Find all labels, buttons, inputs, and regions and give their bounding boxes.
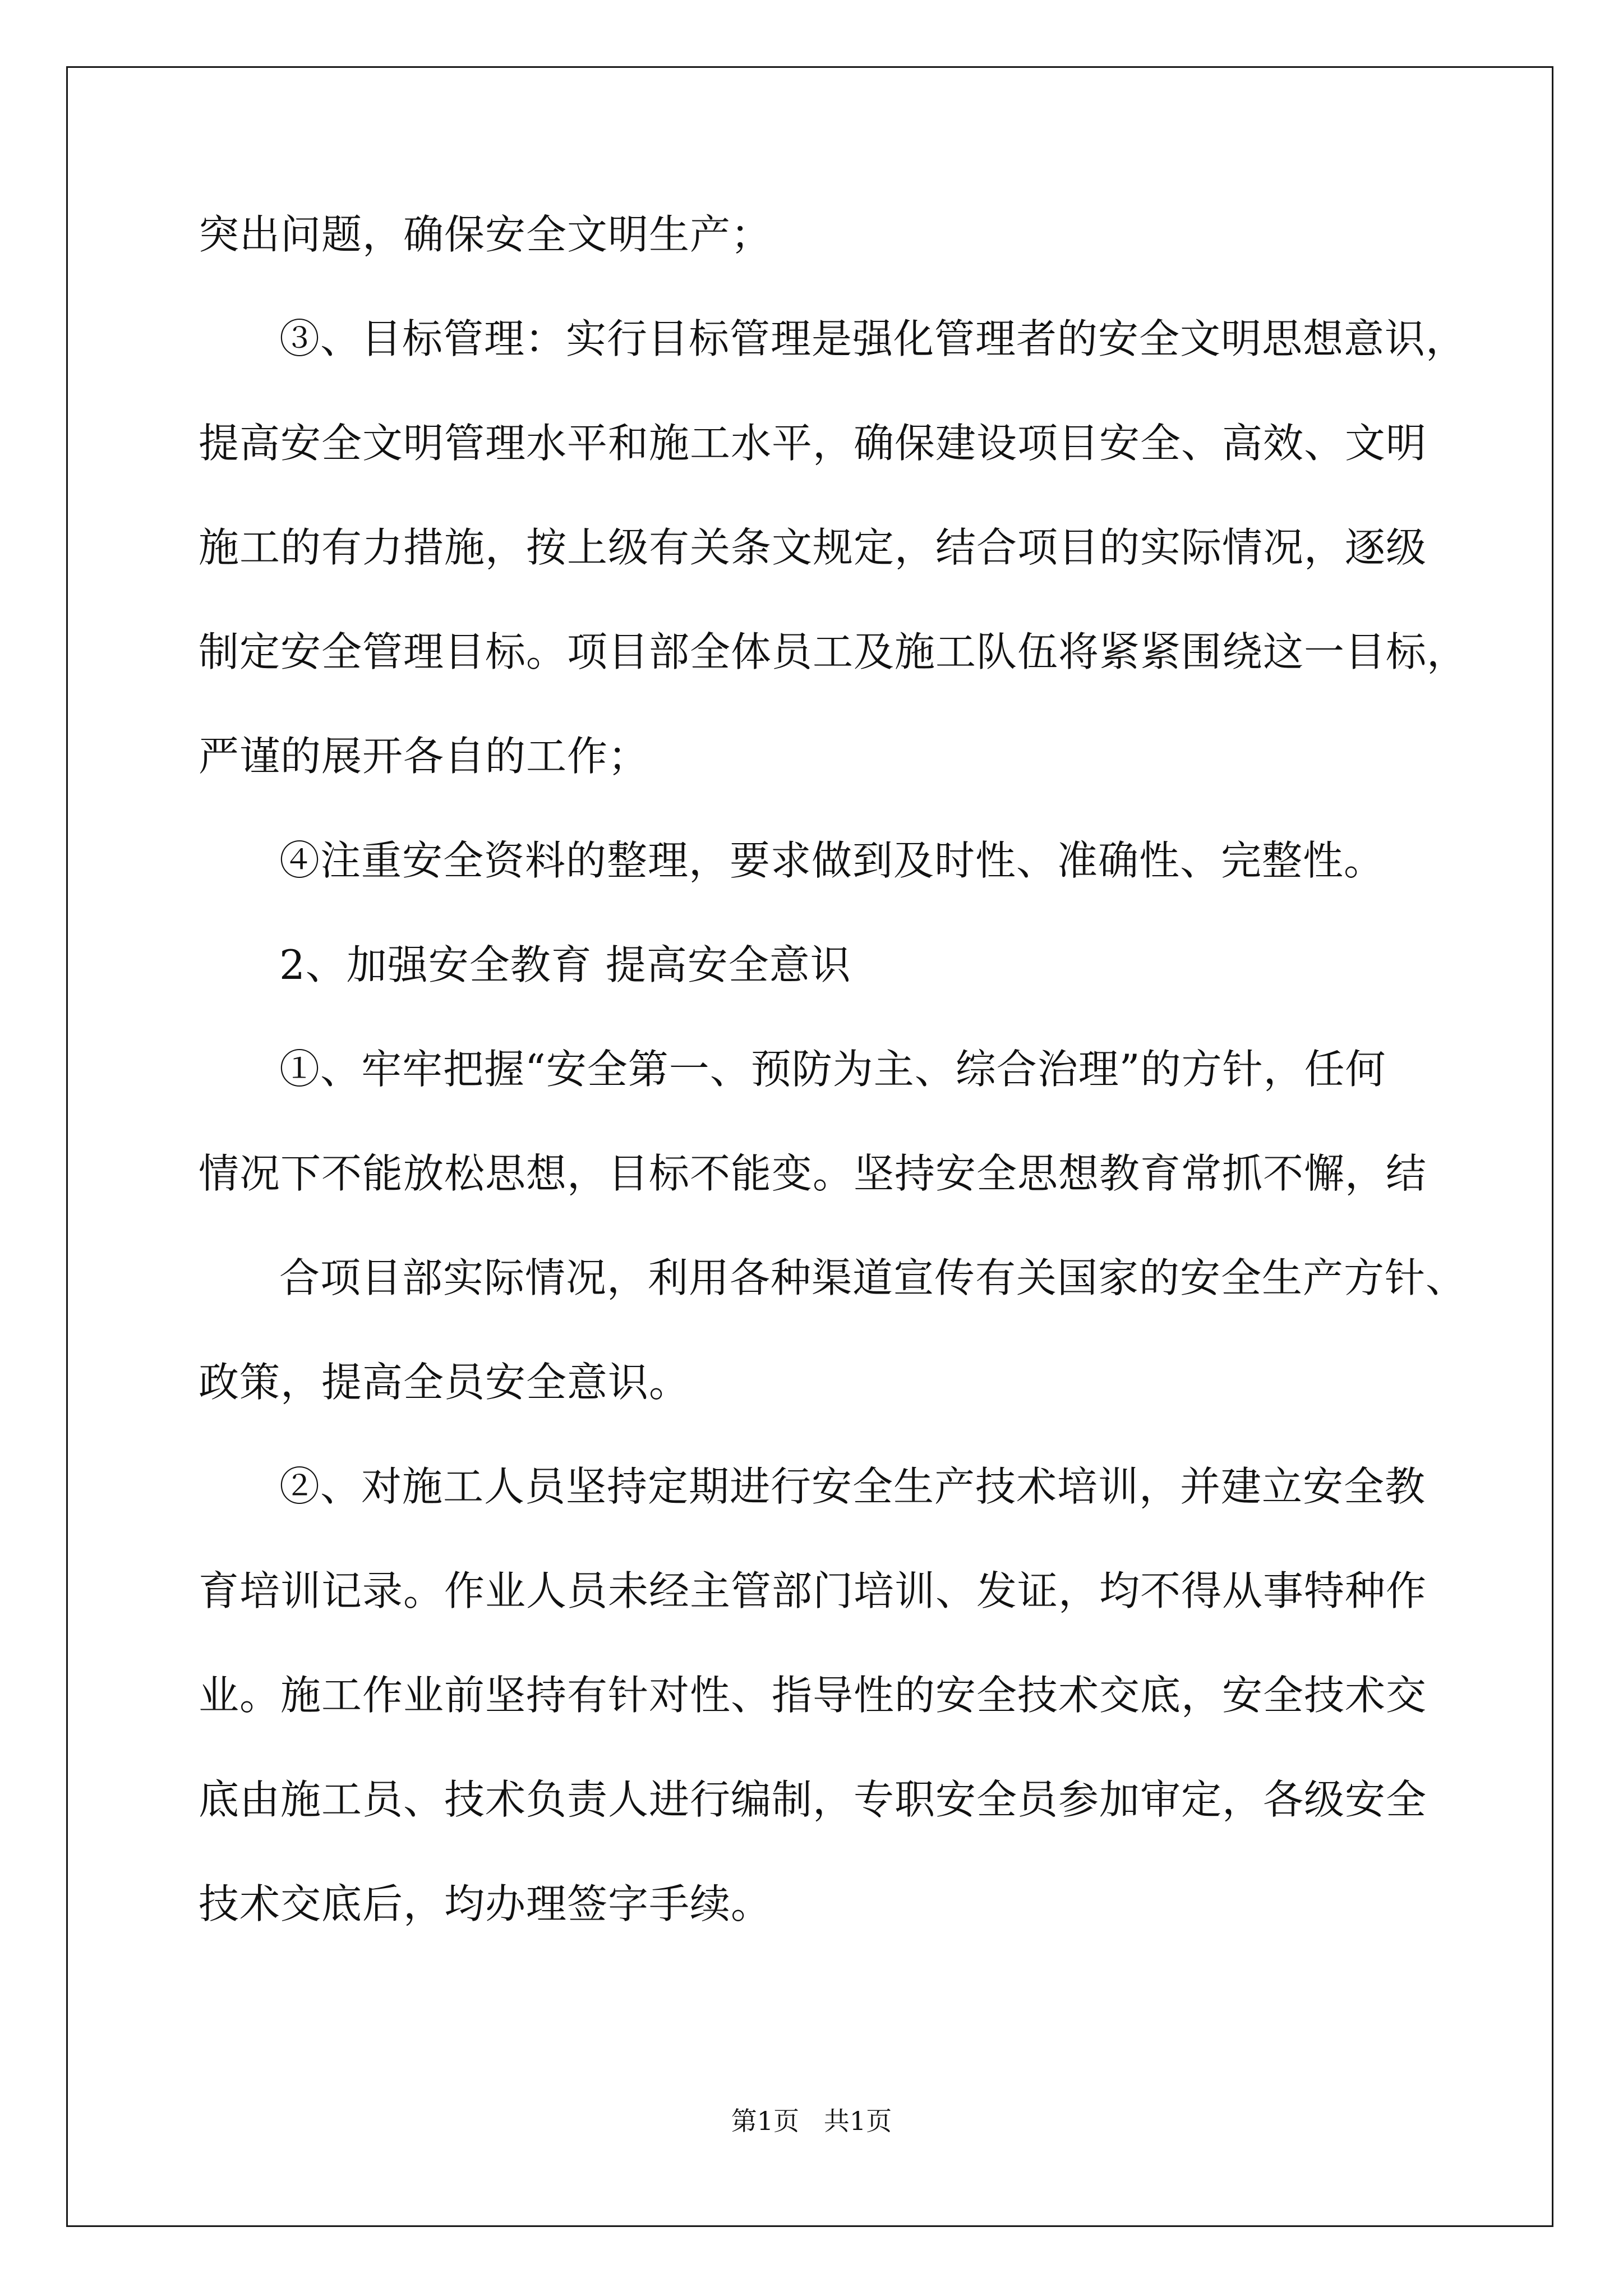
- text-line: 严谨的展开各自的工作；: [199, 733, 649, 780]
- text-line: 制定安全管理目标。项目部全体员工及施工队伍将紧紧围绕这一目标，: [199, 628, 1468, 675]
- text-line: ④注重安全资料的整理，要求做到及时性、准确性、完整性。: [279, 837, 1385, 884]
- text-line: ①、牢牢把握“安全第一、预防为主、综合治理”的方针，任何: [279, 1046, 1386, 1093]
- text-line: ③、目标管理：实行目标管理是强化管理者的安全文明思想意识，: [279, 315, 1467, 362]
- text-line: 育培训记录。作业人员未经主管部门培训、发证，均不得从事特种作: [199, 1567, 1427, 1614]
- text-line: ②、对施工人员坚持定期进行安全生产技术培训，并建立安全教: [279, 1463, 1426, 1510]
- text-line: 施工的有力措施，按上级有关条文规定，结合项目的实际情况，逐级: [199, 524, 1427, 571]
- text-line: 突出问题，确保安全文明生产；: [199, 211, 772, 258]
- text-line: 业。施工作业前坚持有针对性、指导性的安全技术交底，安全技术交: [199, 1672, 1427, 1719]
- section-heading: 2、加强安全教育 提高安全意识: [279, 941, 851, 988]
- text-line: 政策，提高全员安全意识。: [199, 1359, 690, 1406]
- text-line: 底由施工员、技术负责人进行编制，专职安全员参加审定，各级安全: [199, 1776, 1427, 1823]
- text-line: 技术交底后，均办理签字手续。: [199, 1880, 772, 1927]
- text-line: 合项目部实际情况，利用各种渠道宣传有关国家的安全生产方针、: [279, 1254, 1467, 1301]
- text-line: 提高安全文明管理水平和施工水平，确保建设项目安全、高效、文明: [199, 420, 1427, 467]
- text-line: 情况下不能放松思想，目标不能变。坚持安全思想教育常抓不懈，结: [199, 1150, 1427, 1197]
- page-footer: 第1页 共1页: [731, 2106, 892, 2136]
